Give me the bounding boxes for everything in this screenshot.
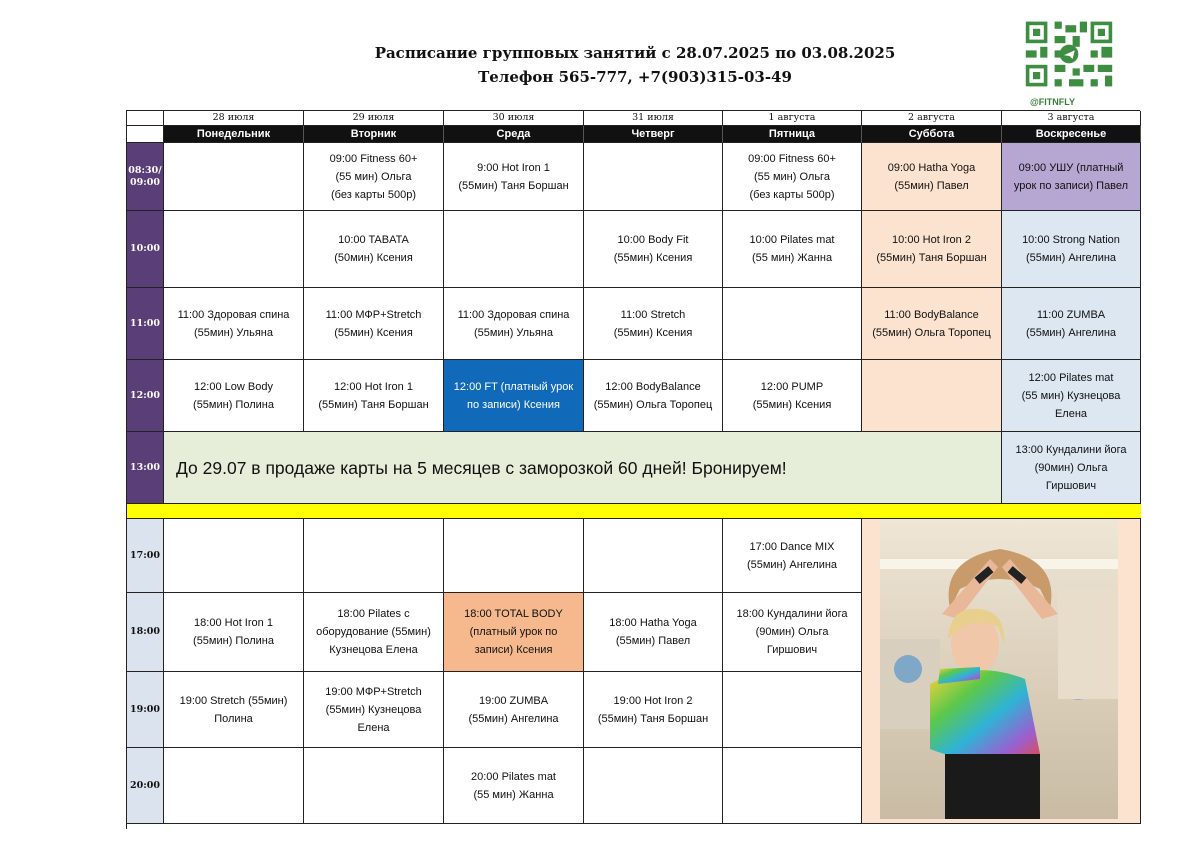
class-cell: 11:00 МФР+Stretch (55мин) Ксения [304, 288, 444, 360]
class-cell: 09:00 УШУ (платный урок по записи) Павел [1002, 143, 1141, 211]
brand-handle: @FITNFLY [1030, 97, 1075, 107]
class-cell [164, 519, 304, 593]
class-cell: 13:00 Кундалини йога (90мин) Ольга Гиршович [1002, 432, 1141, 504]
phone-line: Телефон 565-777, +7(903)315-03-49 [478, 68, 792, 86]
date-thu: 31 июля [584, 111, 723, 126]
class-cell: 10:00 Body Fit (55мин) Ксения [584, 211, 723, 288]
day-tue: Вторник [304, 126, 444, 143]
class-cell: 19:00 ZUMBA (55мин) Ангелина [444, 672, 584, 748]
promo-banner: До 29.07 в продаже карты на 5 месяцев с заморозкой 60 дней! Бронируем! [164, 432, 1002, 504]
class-cell [584, 519, 723, 593]
time-1000: 10:00 [127, 211, 164, 288]
day-fri: Пятница [723, 126, 862, 143]
class-cell: 18:00 Pilates с оборудование (55мин) Кузнецова Елена [304, 593, 444, 672]
time-1100: 11:00 [127, 288, 164, 360]
class-cell: 18:00 Кундалини йога (90мин) Ольга Гиршович [723, 593, 862, 672]
date-sun: 3 августа [1002, 111, 1141, 126]
class-cell: 11:00 ZUMBA (55мин) Ангелина [1002, 288, 1141, 360]
class-cell [584, 748, 723, 824]
class-cell: 12:00 BodyBalance (55мин) Ольга Торопец [584, 360, 723, 432]
qr-code-icon [1022, 18, 1116, 90]
class-cell: 12:00 Hot Iron 1 (55мин) Таня Боршан [304, 360, 444, 432]
day-thu: Четверг [584, 126, 723, 143]
date-tue: 29 июля [304, 111, 444, 126]
day-mon: Понедельник [164, 126, 304, 143]
class-cell-highlight: 12:00 FT (платный урок по записи) Ксения [444, 360, 584, 432]
date-wed: 30 июля [444, 111, 584, 126]
date-mon: 28 июля [164, 111, 304, 126]
class-cell: 11:00 Здоровая спина (55мин) Ульяна [164, 288, 304, 360]
corner-cell [127, 111, 164, 126]
class-cell: 19:00 МФР+Stretch (55мин) Кузнецова Елена [304, 672, 444, 748]
class-cell: 12:00 Low Body (55мин) Полина [164, 360, 304, 432]
class-cell: 10:00 Hot Iron 2 (55мин) Таня Боршан [862, 211, 1002, 288]
date-fri: 1 августа [723, 111, 862, 126]
time-0830: 08:30/ 09:00 [127, 143, 164, 211]
class-cell: 11:00 Stretch (55мин) Ксения [584, 288, 723, 360]
photo-panel [862, 519, 1141, 824]
class-cell: 11:00 Здоровая спина (55мин) Ульяна [444, 288, 584, 360]
time-1300: 13:00 [127, 432, 164, 504]
instructor-photo [880, 519, 1118, 819]
class-cell: 19:00 Stretch (55мин) Полина [164, 672, 304, 748]
time-1900: 19:00 [127, 672, 164, 748]
class-cell [164, 211, 304, 288]
time-1800: 18:00 [127, 593, 164, 672]
class-cell: 10:00 Pilates mat (55 мин) Жанна [723, 211, 862, 288]
class-cell: 19:00 Hot Iron 2 (55мин) Таня Боршан [584, 672, 723, 748]
class-cell [444, 211, 584, 288]
class-cell [723, 288, 862, 360]
class-cell [304, 748, 444, 824]
day-sat: Суббота [862, 126, 1002, 143]
corner-cell-2 [127, 126, 164, 143]
class-cell-highlight: 18:00 TOTAL BODY (платный урок по записи) Ксения [444, 593, 584, 672]
class-cell: 11:00 BodyBalance (55мин) Ольга Торопец [862, 288, 1002, 360]
class-cell [723, 672, 862, 748]
class-cell: 09:00 Fitness 60+ (55 мин) Ольга (без карты 500р) [723, 143, 862, 211]
class-cell [723, 748, 862, 824]
time-2000: 20:00 [127, 748, 164, 824]
class-cell: 18:00 Hot Iron 1 (55мин) Полина [164, 593, 304, 672]
class-cell: 09:00 Hatha Yoga (55мин) Павел [862, 143, 1002, 211]
time-1200: 12:00 [127, 360, 164, 432]
class-cell [164, 748, 304, 824]
date-sat: 2 августа [862, 111, 1002, 126]
class-cell [304, 519, 444, 593]
schedule-title: Расписание групповых занятий с 28.07.2025 по 03.08.2025 [374, 44, 896, 62]
class-cell: 10:00 TABATA (50мин) Ксения [304, 211, 444, 288]
class-cell [862, 360, 1002, 432]
class-cell: 18:00 Hatha Yoga (55мин) Павел [584, 593, 723, 672]
class-cell: 12:00 PUMP (55мин) Ксения [723, 360, 862, 432]
class-cell: 10:00 Strong Nation (55мин) Ангелина [1002, 211, 1141, 288]
class-cell: 12:00 Pilates mat (55 мин) Кузнецова Елена [1002, 360, 1141, 432]
time-1700: 17:00 [127, 519, 164, 593]
class-cell: 17:00 Dance MIX (55мин) Ангелина [723, 519, 862, 593]
class-cell: 9:00 Hot Iron 1 (55мин) Таня Боршан [444, 143, 584, 211]
day-sun: Воскресенье [1002, 126, 1141, 143]
class-cell: 20:00 Pilates mat (55 мин) Жанна [444, 748, 584, 824]
schedule-table [126, 110, 1140, 829]
class-cell [164, 143, 304, 211]
class-cell [584, 143, 723, 211]
class-cell: 09:00 Fitness 60+ (55 мин) Ольга (без карты 500р) [304, 143, 444, 211]
separator-bar [127, 504, 1141, 519]
day-wed: Среда [444, 126, 584, 143]
class-cell [444, 519, 584, 593]
